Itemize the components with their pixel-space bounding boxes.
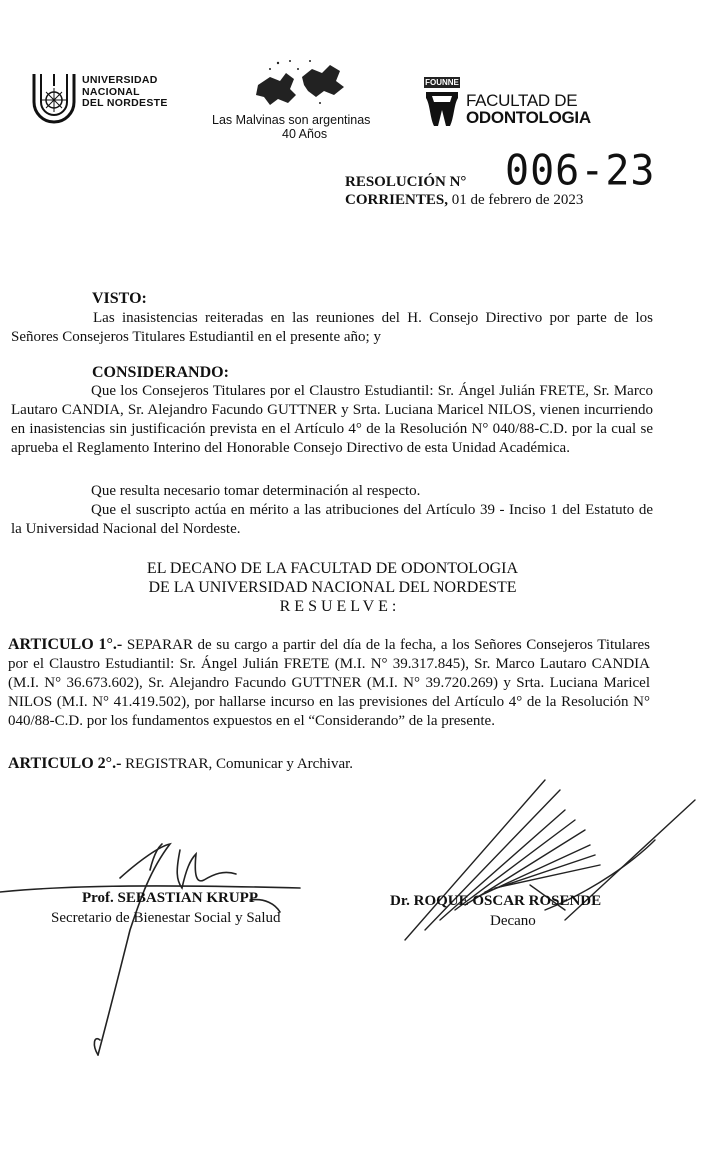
unne-line: NACIONAL xyxy=(82,85,140,98)
unne-name xyxy=(82,75,168,110)
malvinas-title: Las Malvinas son argentinas xyxy=(212,113,371,127)
considerando-paragraph-2: Que resulta necesario tomar determinación al respecto. xyxy=(91,483,421,499)
signature-2-name: Dr. ROQUE OSCAR ROSENDE xyxy=(390,893,602,909)
unne-logo-icon xyxy=(30,72,78,134)
place: CORRIENTES, xyxy=(345,192,448,208)
resolution-number: 006-23 xyxy=(505,146,656,196)
considerando-paragraph-1: Que los Consejeros Titulares por el Claustro Estudiantil: Sr. Ángel Julián FRETE, Sr. Marco Lautaro CANDIA, Sr. Alejandro Facundo GUTTNER y Srta. Luciana Maricel NILOS, vienen incurriendo en inasistencias sin justificación prevista en el Artículo 4° de la Resolución N° 040/88-C.D. por la cual se aprueba el Reglamento Interino del Honorable Consejo Directivo de esta Unidad Académica. xyxy=(11,383,653,456)
faculty-line2: ODONTOLOGIA xyxy=(466,108,591,127)
resolution-label: RESOLUCIÓN N° xyxy=(345,174,467,190)
articulo-2-text: REGISTRAR, Comunicar y Archivar. xyxy=(121,756,354,772)
articulo-1-text: SEPARAR de su cargo a partir del día de la fecha, a los Señores Consejeros Titulares por el Claustro Estudiantil: Sr. Ángel Julián FRETE (M.I. N° 39.317.845), Sr. Marco Lautaro CANDIA (M.I. N° 36.673.602), Sr. Alejandro Facundo GUTTNER (M.I. N° 39.720.269) y Srta. Luciana Maricel NILOS (M.I. N° 41.419.502), por hallarse incurso en las previsiones del Artículo 4° de la Resolución N° 040/88-C.D. por los fundamentos expuestos en el “Considerando” de la presente. xyxy=(8,637,650,729)
unne-line: UNIVERSIDAD xyxy=(82,74,158,86)
signature-1-name: Prof. SEBASTIAN KRUPP xyxy=(82,890,258,906)
faculty-badge: FOUNNE xyxy=(425,78,459,87)
resuelve-heading: RESUELVE: xyxy=(279,598,401,615)
articulo-1-label: ARTICULO 1°.- xyxy=(8,636,123,653)
decano-line-1: EL DECANO DE LA FACULTAD DE ODONTOLOGIA xyxy=(146,560,519,577)
visto-text: Las inasistencias reiteradas en las reuniones del H. Consejo Directivo por parte de los Señores Consejeros Titulares Estudiantil en el presente año; y xyxy=(11,310,653,345)
signature-krupp-icon xyxy=(0,840,320,1070)
considerando-paragraph-3: Que el suscripto actúa en mérito a las atribuciones del Artículo 39 - Inciso 1 del Estatuto de la Universidad Nacional del Nordeste. xyxy=(11,502,653,537)
malvinas-subtitle: 40 Años xyxy=(282,127,328,141)
place-date xyxy=(345,192,583,209)
visto-heading: VISTO: xyxy=(92,290,147,307)
unne-line: DEL NORDESTE xyxy=(82,97,168,109)
considerando-heading: CONSIDERANDO: xyxy=(92,364,229,381)
decano-line-2: DE LA UNIVERSIDAD NACIONAL DEL NORDESTE xyxy=(148,579,517,596)
articulo-1 xyxy=(8,635,650,731)
articulo-2-label: ARTICULO 2°.- xyxy=(8,755,122,772)
date: 01 de febrero de 2023 xyxy=(447,192,584,208)
signature-2-role: Decano xyxy=(490,913,536,929)
signature-rosende-icon xyxy=(395,770,715,950)
malvinas-islands-icon xyxy=(250,55,350,113)
tooth-icon xyxy=(424,88,460,130)
faculty-line1: FACULTAD DE xyxy=(466,91,578,110)
signature-1-role: Secretario de Bienestar Social y Salud xyxy=(51,910,281,926)
